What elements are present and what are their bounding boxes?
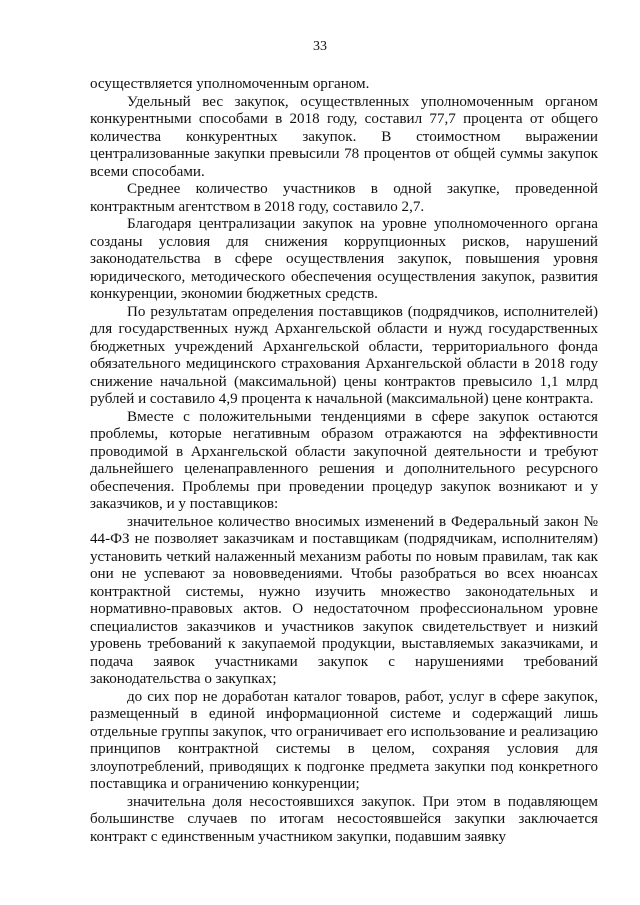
- paragraph-price-reduction: По результатам определения поставщиков (подрядчиков, исполнителей) для государственных нужд Архангельской области и нужд государственных бюджетных учреждений Архангельской области, территориального фонда обязательного медицинского страхования Архангельской области в 2018 году снижение начальной (максимальной) цены контрактов превысило 1,1 млрд рублей и составило 4,9 процента к начальной (максимальной) цене контракта.: [90, 303, 598, 407]
- page-number: 33: [313, 39, 327, 54]
- paragraph-failed-procurements: значительна доля несостоявшихся закупок. При этом в подавляющем большинстве случаев по итогам несостоявшейся закупки заключается контракт с единственным участником закупки, подавшим заявку: [90, 793, 598, 845]
- paragraph-problems-intro: Вместе с положительными тенденциями в сфере закупок остаются проблемы, которые негативным образом отражаются на эффективности проводимой в Архангельской области закупочной деятельности и требуют дальнейшего целенаправленного решения и дополнительного ресурсного обеспечения. Проблемы при проведении процедур закупок возникают и у заказчиков, и у поставщиков:: [90, 408, 598, 512]
- paragraph-average-participants: Среднее количество участников в одной закупке, проведенной контрактным агентством в 2018 году, составило 2,7.: [90, 181, 598, 215]
- paragraph-legislation-changes: значительное количество вносимых изменений в Федеральный закон № 44-ФЗ не позволяет заказчикам и поставщикам (подрядчикам, исполнителям) установить четкий налаженный механизм работы по новым правилам, так как они не успевают за нововведениями. Чтобы разобраться во всех нюансах контрактной системы, нужно изучить множество законодательных и нормативно-правовых актов. О недостаточном профессиональном уровне специалистов заказчиков и участников закупок свидетельствует и низкий уровень требований к закупаемой продукции, выставляемых заказчиками, и подача заявок участниками закупок с нарушениями требований законодательства о закупках;: [90, 513, 598, 687]
- paragraph-procurement-share: Удельный вес закупок, осуществленных уполномоченным органом конкурентными способами в 2018 году, составил 77,7 процента от общего количества конкурентных закупок. В стоимостном выражении централизованные закупки превысили 78 процентов от общей суммы закупок всеми способами.: [90, 93, 598, 180]
- paragraph-continuation: осуществляется уполномоченным органом.: [90, 76, 370, 92]
- paragraph-goods-catalog: до сих пор не доработан каталог товаров, работ, услуг в сфере закупок, размещенный в единой информационной системе и содержащий лишь отдельные группы закупок, что ограничивает его использование и реализацию принципов контрактной системы в целом, сохраняя условия для злоупотреблений, приводящих к подгонке предмета закупки под конкретного поставщика и ограничению конкуренции;: [90, 688, 598, 792]
- document-body: [90, 76, 598, 846]
- paragraph-centralization-benefits: Благодаря централизации закупок на уровне уполномоченного органа созданы условия для снижения коррупционных рисков, нарушений законодательства в сфере осуществления закупок, повышения уровня юридического, методического обеспечения осуществления закупок, развития конкуренции, экономии бюджетных средств.: [90, 216, 598, 302]
